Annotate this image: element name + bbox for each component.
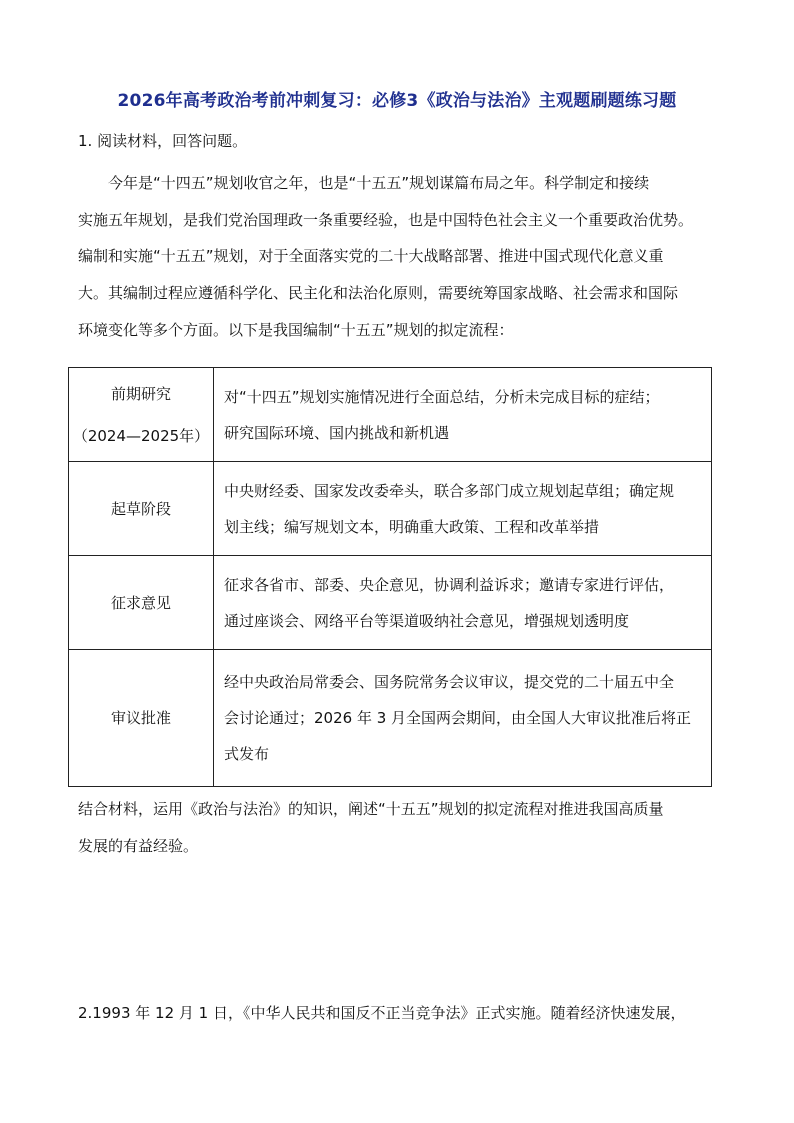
stage-label: 前期研究 [110, 384, 171, 403]
question-2-first-line: 2.1993 年 12 月 1 日，《中华人民共和国反不正当竞争法》正式实施。随着经济快速发展， [78, 1004, 686, 1022]
table-row [69, 462, 712, 556]
description-line: 研究国际环境、国内挑战和新机遇 [224, 423, 450, 442]
material-line: 环境变化等多个方面。以下是我国编制“十五五”规划的拟定流程： [78, 320, 514, 339]
description-line: 通过座谈会、网络平台等渠道吸纳社会意见，增强规划透明度 [224, 611, 630, 630]
stage-period: （2024—2025年） [72, 426, 210, 445]
material-line: 编制和实施“十五五”规划，对于全面落实党的二十大战略部署、推进中国式现代化意义重 [78, 247, 664, 266]
stage-cell [69, 368, 214, 462]
material-line: 大。其编制过程应遵循科学化、民主化和法治化原则，需要统筹国家战略、社会需求和国际 [78, 284, 679, 303]
description-cell [214, 556, 712, 650]
stage-cell [69, 650, 214, 787]
material-line: 今年是“十四五”规划收官之年，也是“十五五”规划谋篇布局之年。科学制定和接续 [108, 174, 650, 192]
question-line: 结合材料，运用《政治与法治》的知识，阐述“十五五”规划的拟定流程对推进我国高质量 [78, 800, 664, 818]
description-cell [214, 650, 712, 787]
table-row [69, 650, 712, 787]
stage-label: 征求意见 [110, 593, 171, 612]
question-1-instruction: 1. 阅读材料，回答问题。 [78, 132, 248, 150]
description-line: 对“十四五”规划实施情况进行全面总结，分析未完成目标的症结； [224, 387, 660, 406]
stage-label: 起草阶段 [110, 499, 171, 518]
description-line: 中央财经委、国家发改委牵头，联合多部门成立规划起草组；确定规 [224, 481, 675, 500]
stage-cell [69, 462, 214, 556]
material-line: 实施五年规划，是我们党治国理政一条重要经验，也是中国特色社会主义一个重要政治优势。 [78, 210, 694, 229]
table-row [69, 556, 712, 650]
description-cell [214, 462, 712, 556]
description-line: 划主线；编写规划文本，明确重大政策、工程和改革举措 [224, 517, 600, 536]
description-line: 征求各省市、部委、央企意见，协调利益诉求；邀请专家进行评估， [224, 575, 675, 594]
description-cell [214, 368, 712, 462]
question-1-material [78, 165, 728, 349]
question-1-prompt [78, 791, 728, 864]
question-line: 发展的有益经验。 [78, 836, 199, 855]
stage-cell [69, 556, 214, 650]
description-line: 经中央政治局常委会、国务院常务会议审议，提交党的二十届五中全 [224, 673, 675, 691]
planning-process-table [68, 367, 712, 787]
stage-label: 审议批准 [110, 709, 171, 727]
page-title: 2026年高考政治考前冲刺复习：必修3《政治与法治》主观题刷题练习题 [117, 91, 677, 111]
description-line: 会讨论通过；2026 年 3 月全国两会期间，由全国人大审议批准后将正 [224, 709, 692, 727]
description-line: 式发布 [224, 745, 270, 763]
table-row [69, 368, 712, 462]
